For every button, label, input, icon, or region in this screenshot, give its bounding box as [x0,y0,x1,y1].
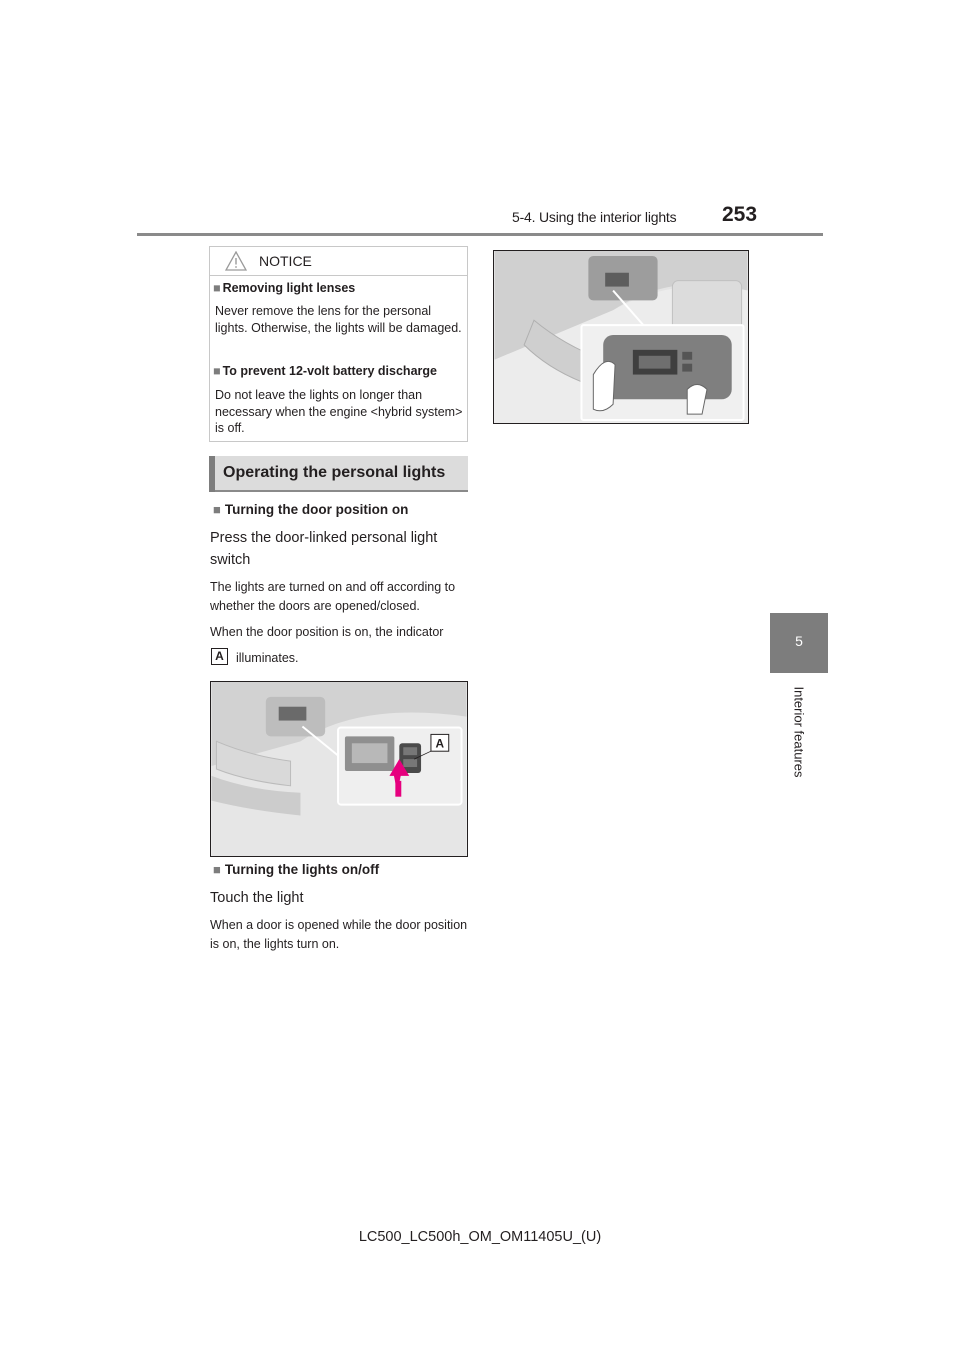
notice-header [210,247,467,276]
header-rule [137,233,823,236]
warning-icon [225,251,247,271]
note-indicator: When the door position is on, the indicator [210,625,444,639]
instruction-door-switch: Press the door-linked personal light switch [210,530,438,568]
section-title: 5-4. Using the interior lights [512,209,677,225]
notice-heading-text: Removing light lenses [222,281,356,295]
square-bullet-icon: ■ [213,862,221,877]
page-number: 253 [722,203,758,226]
square-bullet-icon: ■ [213,281,221,295]
chapter-label: Interior features [791,686,807,778]
notice-text-battery: Do not leave the lights on longer than necessary when the engine <hybrid system> is off. [215,388,463,435]
footer-doc-id: LC500_LC500h_OM_OM11405U_(U) [358,1229,602,1245]
note-indicator-end: illuminates. [236,651,299,665]
notice-heading-text: To prevent 12-volt battery discharge [222,364,437,378]
figure-callout-a: A [435,736,445,751]
subheading-door-position [213,502,408,517]
notice-text-lenses: Never remove the lens for the personal lights. Otherwise, the lights will be damaged. [215,304,462,335]
notice-heading-lenses [213,281,355,295]
note-door-lights: The lights are turned on and off according to whether the doors are opened/closed. [210,580,456,613]
figure-touch-light [493,250,749,424]
subheading-lights-onoff [213,862,379,877]
subheading-text: Turning the lights on/off [224,862,380,877]
notice-heading-battery [213,364,437,378]
note-door-opened: When a door is opened while the door position is on, the lights turn on. [210,918,468,951]
indicator-label-box: A [211,648,228,665]
notice-title: NOTICE [259,253,312,269]
section-banner-title: Operating the personal lights [223,464,446,481]
chapter-number: 5 [795,633,803,649]
subheading-text: Turning the door position on [224,502,409,517]
figure-door-switch [210,681,468,857]
section-banner-bar [209,456,215,492]
square-bullet-icon: ■ [213,502,221,517]
square-bullet-icon: ■ [213,364,221,378]
instruction-touch-light: Touch the light [210,890,304,906]
